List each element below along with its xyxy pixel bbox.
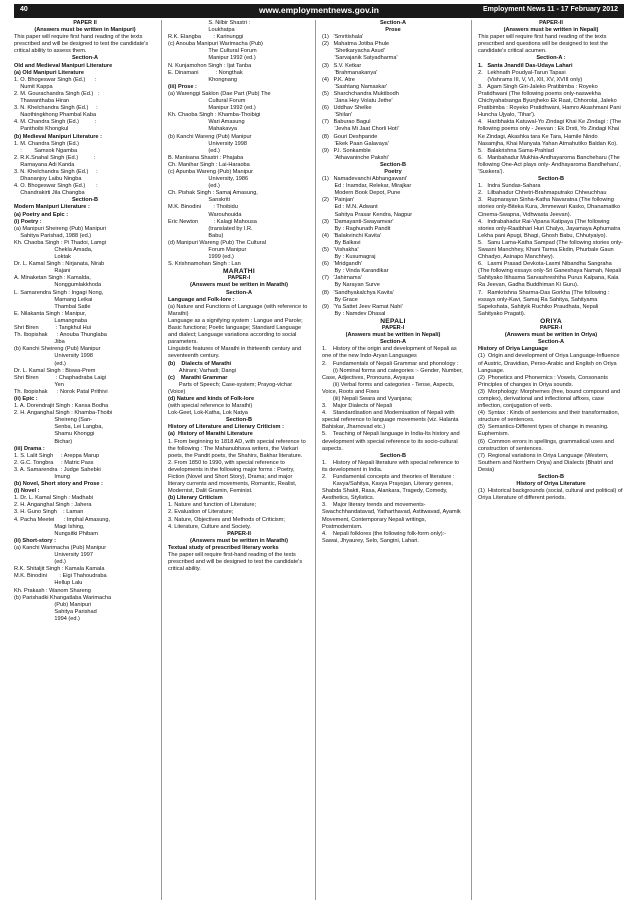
text-line: (i) Poetry : <box>14 218 42 225</box>
text-line: Section-B <box>379 161 407 168</box>
text-line: (d) Manipuri Wareng (Pub) The Cultural Forum Manipur 1999 (ed.) <box>168 239 266 261</box>
text-line: Section-B <box>537 474 565 480</box>
text-line: (Answers must be written in Marathi) <box>190 282 288 289</box>
text-line: 5. Sanu Lama-Katha Sampad (The following stories only-Swasni Manchhey, Khani Tarma Ekdin, Phurbale Gaun Chhadyo, Asinapo Manchhey). <box>478 239 623 261</box>
text-line: (9) 'Ya Sattet Jeev Ramat Nahi' By : Namdev Dhasal <box>322 303 403 317</box>
text-line: 3. A. Samarendra : Judge Sahebki Imung <box>14 466 101 480</box>
text-line: (Answers must be written in Marathi) <box>190 537 288 544</box>
text-line: (1) Historical backgrounds (social, cultural and political) of Oriya Literature of different periods. <box>478 488 625 502</box>
text-line: M.K. Binodini : Thoibidu Warouhouida <box>168 204 242 218</box>
page-header <box>14 4 624 18</box>
text-line: Old and Medieval Manipuri Literature <box>14 62 113 69</box>
text-line: S. Nilbir Shastri : Loukhatpa <box>208 20 251 34</box>
text-line: MARATHI <box>222 268 255 276</box>
text-line: 2. M. Gourachandra Singh (Ed.) : Thawanthaba Hiran <box>14 90 100 105</box>
text-line: Ahirani; Varhadi; Dangi <box>168 367 236 374</box>
text-line: (b) Literary Criticism <box>168 495 223 502</box>
text-line: Ch. Pishak Singh : Samaj Amasung, Sanskriti <box>168 190 258 204</box>
text-line: Section-A <box>379 339 407 346</box>
text-line: 2. Fundamentals of Nepali Grammar and phonology : (i) Nominal forms and categories :- Gender, Number, Case, Adjectives, Pronouns, Avyayas (ii) Verbal forms and categories - Tense, Aspects, Voice, Roots and Fixes (iii) Nepali Swara and Vyanjana; <box>322 360 463 402</box>
text-line: PAPER-II <box>227 530 251 537</box>
text-line: (3) S.V. Ketkar 'Brahmanakanya' <box>322 62 378 76</box>
text-line: (b) Novel, Short story and Prose : <box>14 481 103 488</box>
text-line: Kh. Chaoba Singh : Pi Thadoi, Lamgi Chekla Amada, Loktak <box>14 239 106 261</box>
text-line: 4. Indrabahadur Rai-Vipana Katipaya (The following stories only-Raatbhari Huri Chalyo, Jayamaya Aphumatra Lekha pani Apugi, Bhagi, Ghosh Babu, Chhutyaiyo). <box>478 218 622 239</box>
text-line: B. Manisana Shastri : Phajaba <box>168 154 244 161</box>
text-line: (6) 'Mridgandh' By : Vinda Karandikar <box>322 261 389 275</box>
text-line: 1. Nature and function of Literature; <box>168 502 257 509</box>
text-line: (5) Sharchchandra Muktibodh 'Jana Hey Volatu Jethe' <box>322 90 399 105</box>
text-line: Textual study of prescribed literary works <box>168 544 279 551</box>
text-line: 3. Rupnarayan Sinha-Katha Navaratna (The following stories only-Biteka Kura, Jimmewari Kasko, Dhanamatiko Cinema-Swapna, Vidhwasta Jeevan). <box>478 197 622 218</box>
text-line: This paper will require first hand reading of the texts prescribed and will be designed to test the candidate's critical ability to assess them. <box>14 34 150 55</box>
text-line: S. Krishnamohan Singh : Lan <box>168 261 241 268</box>
text-line: (5) Semantics-Different types of change in meaning. Euphemism. <box>478 424 611 438</box>
column-1 <box>14 20 156 900</box>
text-line: 4. Haribhakta Katuwal-Yo Zindagi Khai Ke Zindagi : (The following poems only - Jeevan : Ek Drsti, Yo Zindagi Khai Ke Zindagi, Akashka tara Ke Tara, Hamile Nindo Nasamjha, Khai Manyata Yahan Atmahutiko Baldan Ko). <box>478 119 623 147</box>
text-line: PAPER-I <box>539 325 563 332</box>
text-line: Poetry <box>384 168 402 175</box>
text-line: 4. Standardisation and Modernisation of Nepali with special reference to language movements (viz. Halanta Bahiskar, Jharnovad etc.) <box>322 410 461 431</box>
text-line: (7) Baburao Bagul 'Jevha Mi Jaat Chorli Hoti' <box>322 119 399 133</box>
text-line: PAPER-I <box>227 275 251 282</box>
text-line: R.K. Shitaljit Singh : Kamala Kamala <box>14 566 105 573</box>
text-line: Linguistic features of Marathi in thirteenth century and seventeenth century. <box>168 346 303 360</box>
text-line: Shri Biren : Tangkhul Hui <box>14 325 92 332</box>
text-line: 2. R.K.Snahal Singh (Ed.) : Ramayana Adi Kanda <box>14 154 96 168</box>
text-line: 2. H. Anganghal Singh : Khamba-Thoibi Sheireng (San- Senba, Lei Langba, Shamu Khonggi Bichar) <box>14 410 113 445</box>
site-url: www.employmentnews.gov.in <box>259 5 379 15</box>
text-line: Shri Biren : Chaphadraba Laigi Yen <box>14 374 107 388</box>
text-line: History of Oriya Literature <box>516 481 586 488</box>
text-line: (a) Kanchi Warimacha (Pub) Manipur University 1997 (ed.) <box>14 544 107 566</box>
text-line: 5. Teaching of Nepali language in India-Its history and development with special reference to its socio-cultural aspects. <box>322 431 462 452</box>
text-line: (Answers must be written in Nepali) <box>503 27 599 34</box>
text-line: Language and Folk-lore : <box>168 296 235 303</box>
text-line: 4. Nepali folklores (the following folk-form only):- Sawai, Jhyaurey, Selo, Sangini, Lahari. <box>322 530 448 544</box>
text-line: 1. History of Nepali literature with special reference to its development in India. <box>322 459 461 473</box>
text-line: PAPER II <box>73 20 97 26</box>
text-line: (iii) Drama : <box>14 445 45 452</box>
text-line: Section-B <box>379 452 407 459</box>
text-line: 6. Manbahadur Mukhia-Andhayaroma Bancheharu (The following One-Act plays only- Andhayaroma Bandheharu', 'Suskera'). <box>478 154 623 175</box>
text-line: (with special reference to Marathi) <box>168 403 253 410</box>
column-rule <box>471 20 472 900</box>
text-line: (b) Medieval Manipuri Literature : <box>14 133 102 140</box>
text-line: (b) Kanchi Wareng (Pub) Manipur University 1998 (ed.) <box>168 133 252 154</box>
text-line: (5) 'Vishakha' By : Kusumagraj <box>322 247 376 261</box>
text-line: Dr. L. Kamal Singh : Biswa-Prem <box>14 367 96 374</box>
text-line: Section-A : <box>536 55 566 62</box>
text-line: 2. Fundamental concepts and theories of literature : Kavya/Sahitya, Kavya Prayojan, Literary genres, Shabda Shakti, Rasa, Alankara, Tragedy, Comedy, Aesthetics, Stylistics. <box>322 474 455 502</box>
text-line: (iii) Prose : <box>168 83 197 90</box>
text-line: M.K. Binodini : Eigi Thahoudraba Hellup Lalu <box>14 573 107 587</box>
text-line: (ii) Epic : <box>14 395 38 402</box>
column-3 <box>322 20 464 900</box>
text-line: (4) P.K. Atre 'Sashtang Namaskar' <box>322 76 388 90</box>
text-line: 3. H. Guno Singh : Laman <box>14 509 84 516</box>
text-line: PAPER-II <box>539 20 563 26</box>
text-line: 5. Balakrishna Sama-Prahlad <box>478 147 554 154</box>
column-4 <box>478 20 624 900</box>
text-line: Th. Ibopishak : Anouba Thunglaba Jiba <box>14 332 107 346</box>
text-line: (4) 'Balakvinchi Kavita' By Balkavi <box>322 232 382 246</box>
text-line: 1. Indra Sundas-Sahara <box>478 183 541 190</box>
text-line: Section-B <box>537 176 565 183</box>
text-line: 3. Nature, Objectives and Methods of Criticism; <box>168 516 285 523</box>
text-line: 3. Agam Singh Giri-Jaleko Pratibimba : Royeko Pratidhwani (The following poems only-naswekha Chichyahatsanga Byunjheko Ek Raat, Chhorolai, Jaleko Pratibimba : Royeko Pratidhwani, Hamro Akashmani Pani Huncha Ujyalo, 'Tihar'). <box>478 83 623 119</box>
text-line: 1. Santa Jnandil Das-Udaya Lahari <box>478 62 573 69</box>
text-line: (6) Uddhav Shelke 'Shilan' <box>322 105 372 119</box>
text-line: (2) Mahatma Jotiba Phule 'Shetkaryacha Asud' 'Sarvajanik Satyadharma' <box>322 41 398 62</box>
text-line: Th. Ibopishak : Norok Patal Prithivi <box>14 388 108 395</box>
text-line: 2. Lekhnath Poudyal-Tarun Tapasi (Vishrams III, V, VI, XII, XV, XVIII only) <box>478 69 583 83</box>
page-number: 40 <box>20 6 28 13</box>
column-2 <box>168 20 310 900</box>
text-line: Section-A <box>379 20 407 26</box>
text-line: Kh. Chaoba Singh : Khamba-Thoibigi Wari Amasung Mahakavya <box>168 112 261 133</box>
text-line: Parts of Speech; Case-system; Prayog-vichar (Voice) <box>168 381 294 395</box>
issue-date: Employment News 11 - 17 February 2012 <box>482 6 618 13</box>
text-line: (b) Dialects of Marathi <box>168 360 232 367</box>
text-line: History of Literature and Literary Criticism : <box>168 424 284 431</box>
text-line: (b) Parishadki Khangatlaba Warimacha (Pub) Manipuri Sahitya Parishad 1994 (ed.) <box>14 594 112 622</box>
text-line: (a) History of Marathi Literature <box>168 431 253 438</box>
text-line: E. Dinamani : Nongthak Khongnang <box>168 69 243 83</box>
text-line: 1. From beginning to 1818 AD, with special reference to the following : The Mahanubhava writers, the Varkari poets, the Pandit poets, the Shahirs, Bakhar literature. <box>168 438 308 459</box>
text-line: 7. Ramkrishna Sharma-Das Gorkha (The following : essays only-Kavi, Samaj Ra Sahitya, Sahityama Sapekshata, Sahityik Ruchiko Praudhata, Nepali Sahityako Pragati). <box>478 289 612 317</box>
text-line: (Answers must be written in Manipuri) <box>34 27 136 34</box>
text-line: Prose <box>385 27 401 34</box>
text-line: (c) Apunba Wareng (Pub) Manipur University, 1986 (ed.) <box>168 168 253 190</box>
text-line: (Answers must be written in Oriya) <box>504 332 598 339</box>
text-line: 1. A. Dorendrajit Singh : Kansa Bodha <box>14 403 109 410</box>
text-line: (7) Regional variations in Oriya Language (Western, Southern and Northern Oriya) and Dialects (Bhatri and Desia) <box>478 452 615 473</box>
text-line: N. Kunjamohon Singh : Ijat Tanba <box>168 62 252 69</box>
text-line: 2. Evaluation of Literature; <box>168 509 234 516</box>
text-line: (c) Anouba Manipuri Warimacha (Pub) The Cultural Forum Manipur 1992 (ed.) <box>168 41 263 62</box>
column-rule <box>161 20 162 900</box>
text-line: 3. N. Khelchandra Singh (Ed.) : Dhananjoy Laibu Ningba <box>14 168 98 183</box>
text-line: History of Oriya Language <box>478 346 548 353</box>
text-line: Lok-Geet, Lok-Katha, Lok Natya <box>168 410 248 417</box>
text-line: 1. M. Chandra Singh (Ed.) : Samsok Ngamba <box>14 140 79 154</box>
text-line: (ii) Short-story : <box>14 537 56 544</box>
text-line: The paper will require first-hand reading of the texts prescribed and will be designed to test the candidate's critical ability. <box>168 552 304 573</box>
text-line: (a) Poetry and Epic : <box>14 211 69 218</box>
text-line: (8) Gouri Deshpande 'Ekek Paan Galavaya' <box>322 133 389 147</box>
text-line: 2. Lilbahadur Chhetri-Brahmaputrako Chheuchhau <box>478 190 607 197</box>
text-line: Language as a signifying system : Langue and Parole; Basic functions; Poetic language; Standard Language and dialect; Language variations according to social parameters. <box>168 317 305 346</box>
text-line: Modern Manipuri Literature : <box>14 204 90 211</box>
text-line: PAPER-I <box>381 325 405 332</box>
text-line: (8) 'Sandhyakalchya Kavita' By Grace <box>322 289 394 303</box>
text-line: R.K. Elangba : Karinunggi <box>168 34 244 41</box>
text-line: 4. M. Chandra Singh (Ed.) : Panthoibi Khongkul <box>14 119 97 133</box>
text-line: (2) Phonetics and Phonemics : Vowels, Consonants Principles of changes in Oriya sounds. <box>478 374 610 388</box>
text-line: E. Nilakanta Singh : Manipur, Lamangnaba <box>14 310 88 324</box>
text-line: (a) Manipuri Sheireng (Pub) Manipuri Sahitya Parishad, 1988 (ed.) <box>14 225 107 239</box>
column-rule <box>315 20 316 900</box>
text-line: 2. G.C. Tongbra : Matric Pass <box>14 459 94 466</box>
text-line: (9) P.I. Sonkamble 'Athavaninche Pakshi' <box>322 147 389 161</box>
text-line: ORIYA <box>540 317 562 325</box>
text-line: (3) Morphology: Morphemes (free, bound compound and complex), derivational and inflectional affixes, case inflection, conjugation of verb. <box>478 388 622 410</box>
text-line: Section-B <box>71 197 99 204</box>
text-line: 4. Literature, Culture and Society. <box>168 523 251 530</box>
text-line: (Answers must be written in Nepali) <box>345 332 441 339</box>
text-line: Section-A <box>537 339 565 346</box>
text-line: Eric Newton : Kalagi Mahousa (translated by I.R. Babu) <box>168 218 257 239</box>
text-line: (3) 'Damayanti-Swayamvar' By : Raghunath Pandit <box>322 218 394 232</box>
text-line: (i) Novel : <box>14 488 40 495</box>
text-line: 1. S. Lalit Singh : Areppa Marup <box>14 452 100 459</box>
text-line: L. Samarendra Singh : Ingagi Nong, Mamang Leikai Thambal Satle <box>14 289 104 310</box>
text-line: 1. O. Bhogeswar Singh (Ed.) : Numit Kappa <box>14 76 97 90</box>
text-line: (a) Nature and Functions of Language (with reference to Marathi) <box>168 303 309 317</box>
text-line: (d) Nature and kinds of Folk-lore <box>168 395 255 402</box>
text-line: (1) Namadevanchi Abhangawani' Ed : Inamdar, Relekar, Mirajkar Modern Book Depot, Pune <box>322 176 412 197</box>
text-line: 4. O. Bhogeswar Singh (Ed.) : Chandrakirti Jila Changba <box>14 183 98 197</box>
text-line: (4) Syntax : Kinds of sentences and their transformation, structure of sentences. <box>478 410 621 424</box>
text-line: 2. H. Anganghal Singh : Jahera <box>14 502 92 509</box>
text-line: Dr. L. Kamal Singh : Nirjanata, Nirab Rajani <box>14 261 105 275</box>
text-line: (7) 'Jahirnama' By Narayan Surve <box>322 275 380 289</box>
text-line: (1) Origin and development of Oriya Language-Influence of Austric, Dravidian, Perso-Arabic and English on Oriya Language. <box>478 353 622 374</box>
text-line: (1) 'Smritishala' <box>322 34 364 41</box>
text-line: A. Minaketan Singh : Kamalda, Nonggumlakkhoda <box>14 275 102 289</box>
text-line: 3. Major Dialects of Nepali <box>322 403 392 410</box>
text-line: (a) Old Manipuri Literature <box>14 69 84 76</box>
text-line: (b) Kanchi Sheireng (Pub) Manipur University 1998 (ed.) <box>14 346 101 367</box>
text-line: 3. N. Khelchandra Singh (Ed.) : Naothingkhong Phambal Kaba <box>14 105 98 119</box>
text-line: (2) 'Painjan' Ed : M.N. Adwant Sahitya Prasar Kendra, Nagpur <box>322 197 413 218</box>
text-line: Section-B <box>225 417 253 424</box>
text-line: 1. History of the origin and development of Nepali as one of the new Indo-Aryan Languages <box>322 346 459 360</box>
text-line: (6) Common errors in spellings, grammatical uses and construction of sentences. <box>478 438 616 452</box>
text-line: 1. Dr. L. Kamal Singh : Madhabi <box>14 495 93 502</box>
text-line: (a) Warenggi Saklon (Dae Part (Pub) The Cultural Forum Manipur 1992 (ed.) <box>168 90 271 112</box>
text-line: Section-A <box>225 289 253 296</box>
text-line: (c) Marathi Grammar <box>168 374 228 381</box>
text-line: Kh. Prakash : Wanom Shareng <box>14 587 91 594</box>
text-line: Section-A <box>71 55 99 62</box>
text-line: 6. Laxmi Prasad Devkota-Laxmi Nibandha Sangraha (The following essays only-Sri Ganeshaya Namah, Nepali Sahityako Itihasma Sarvashreshtha Purus Kalpana, Kala Ra Jeevan, Gadha Buddhiman Ki Guru). <box>478 261 623 289</box>
text-line: 3. Major literary trends and movements-Swachchhandatavad, Yatharthavad, Astitwavad, Ayamik Movement, Contemporary Nepali writings, Postmodernism. <box>322 502 463 530</box>
text-line: This paper will require first hand reading of the texts prescribed and questions will be designed to test the candidate's critical acumen. <box>478 34 610 55</box>
text-line: 4. Pacha Meetei : Imphal Amasung, Magi Ishing, Nungsitki Phibam <box>14 516 111 537</box>
text-line: 2. From 1850 to 1990, with special reference to developments in the following major forms : Poetry, Fiction (Novel and Short Story), Drama; and major literary currents and movements, Romantic, Realist, Modernist, Dalit Gramin, Feminist. <box>168 459 298 495</box>
text-line: Ch. Manihar Singh : Lai-Haraoba <box>168 161 250 168</box>
text-line: NEPALI <box>380 317 406 325</box>
